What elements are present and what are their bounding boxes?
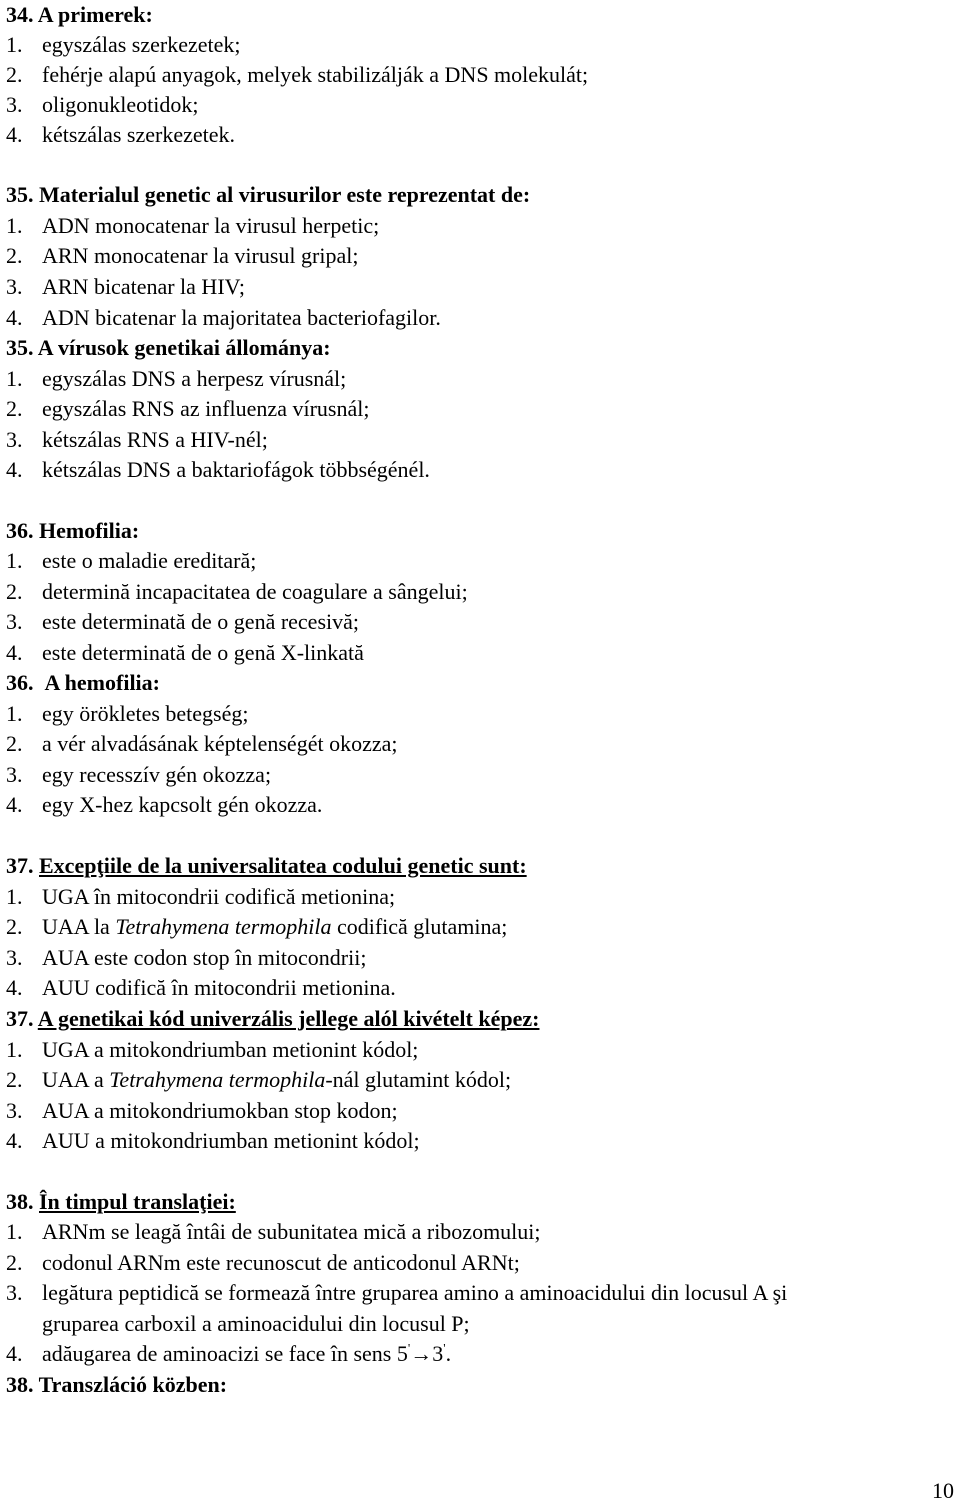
list-item-continuation: gruparea carboxil a aminoacidului din locusul P; <box>42 1311 470 1336</box>
list-item: 3. ARN bicatenar la HIV; <box>6 274 246 299</box>
question-36-hu-heading: 36. A hemofilia: <box>6 670 160 695</box>
list-item: 2. UAA a Tetrahymena termophila-nál glutamint kódol; <box>6 1067 512 1092</box>
list-item: 1. egyszálas DNS a herpesz vírusnál; <box>6 366 347 391</box>
question-38-hu-heading: 38. Transzláció közben: <box>6 1372 228 1397</box>
list-item: 2. fehérje alapú anyagok, melyek stabilizálják a DNS molekulát; <box>6 62 589 87</box>
list-item: 2. ARN monocatenar la virusul gripal; <box>6 243 359 268</box>
list-item: 1. este o maladie ereditară; <box>6 548 257 573</box>
list-item: 1. egy örökletes betegség; <box>6 701 249 726</box>
list-item: 4. ADN bicatenar la majoritatea bacteriofagilor. <box>6 305 441 330</box>
list-item: 4. AUU a mitokondriumban metionint kódol; <box>6 1128 420 1153</box>
list-item: 1. ADN monocatenar la virusul herpetic; <box>6 213 380 238</box>
list-item: 1. UGA în mitocondrii codifică metionina; <box>6 884 396 909</box>
list-item: 3. legătura peptidică se formează între gruparea amino a aminoacidului din locusul A şi <box>6 1280 788 1305</box>
question-36-ro-heading: 36. Hemofilia: <box>6 518 140 543</box>
list-item: 1. egyszálas szerkezetek; <box>6 32 241 57</box>
list-item: 3. AUA a mitokondriumokban stop kodon; <box>6 1098 398 1123</box>
question-34-hu-heading: 34. A primerek: <box>6 2 153 27</box>
list-item: 4. adăugarea de aminoacizi se face în sens 5'→3'. <box>6 1340 452 1366</box>
list-item: 2. UAA la Tetrahymena termophila codifică glutamina; <box>6 914 508 939</box>
list-item: 4. AUU codifică în mitocondrii metionina. <box>6 975 396 1000</box>
list-item: 3. AUA este codon stop în mitocondrii; <box>6 945 367 970</box>
list-item: 3. este determinată de o genă recesivă; <box>6 609 360 634</box>
question-35-hu-heading: 35. A vírusok genetikai állománya: <box>6 335 331 360</box>
list-item: 2. egyszálas RNS az influenza vírusnál; <box>6 396 370 421</box>
list-item: 1. UGA a mitokondriumban metionint kódol; <box>6 1037 419 1062</box>
page-number: 10 <box>932 1478 954 1503</box>
list-item: 4. kétszálas DNS a baktariofágok többségénél. <box>6 457 430 482</box>
list-item: 2. codonul ARNm este recunoscut de anticodonul ARNt; <box>6 1250 520 1275</box>
list-item: 1. ARNm se leagă întâi de subunitatea mică a ribozomului; <box>6 1219 541 1244</box>
list-item: 3. kétszálas RNS a HIV-nél; <box>6 427 268 452</box>
list-item: 4. egy X-hez kapcsolt gén okozza. <box>6 792 323 817</box>
question-38-ro-heading: 38. În timpul translaţiei: <box>6 1189 236 1214</box>
question-35-ro-heading: 35. Materialul genetic al virusurilor este reprezentat de: <box>6 182 531 207</box>
list-item: 4. kétszálas szerkezetek. <box>6 122 235 147</box>
list-item: 4. este determinată de o genă X-linkată <box>6 640 364 665</box>
list-item: 2. determină incapacitatea de coagulare a sângelui; <box>6 579 468 604</box>
list-item: 3. egy recesszív gén okozza; <box>6 762 272 787</box>
list-item: 2. a vér alvadásának képtelenségét okozza; <box>6 731 398 756</box>
question-37-hu-heading: 37. A genetikai kód univerzális jellege alól kivételt képez: <box>6 1006 540 1031</box>
question-37-ro-heading: 37. Excepţiile de la universalitatea codului genetic sunt: <box>6 853 527 878</box>
list-item: 3. oligonukleotidok; <box>6 92 199 117</box>
